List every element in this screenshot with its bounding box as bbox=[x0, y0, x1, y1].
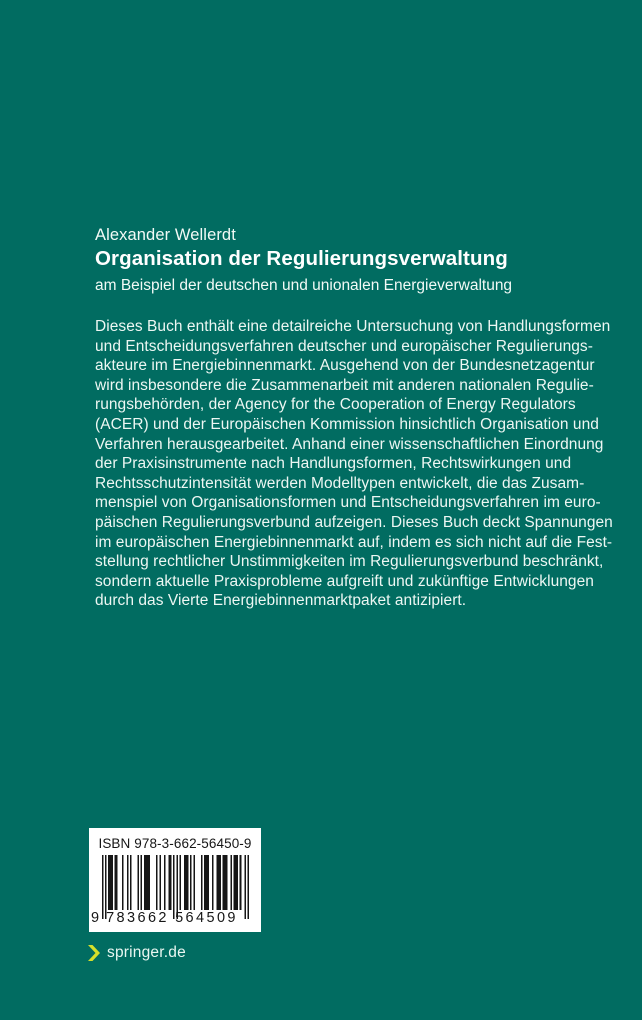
blurb-line: im europäischen Energiebinnenmarkt auf, indem es sich nicht auf die Fest- bbox=[95, 533, 613, 551]
blurb-line: stellung rechtlicher Unstimmigkeiten im Regulierungsverbund beschränkt, bbox=[95, 553, 604, 571]
barcode-digit-lead: 9 bbox=[91, 910, 100, 926]
publisher-url: springer.de bbox=[107, 944, 186, 961]
blurb-line: sondern aktuelle Praxisprobleme aufgreift und zukünftige Entwicklungen bbox=[95, 572, 594, 590]
blurb-line: Rechtsschutzintensität werden Modelltypen entwickelt, die das Zusam- bbox=[95, 474, 585, 492]
blurb-line: und Entscheidungsverfahren deutscher und europäischer Regulierungs- bbox=[95, 337, 593, 355]
blurb-line: akteure im Energiebinnenmarkt. Ausgehend von der Bundesnetzagentur bbox=[95, 357, 595, 375]
blurb-line: rungsbehörden, der Agency for the Cooperation of Energy Regulators bbox=[95, 396, 576, 414]
blurb-line: wird insbesondere die Zusammenarbeit mit anderen nationalen Regulie- bbox=[95, 376, 594, 394]
blurb-line: der Praxisinstrumente nach Handlungsformen, Rechtswirkungen und bbox=[95, 455, 572, 473]
blurb-paragraph bbox=[95, 317, 613, 611]
blurb-line: Verfahren herausgearbeitet. Anhand einer wissenschaftlichen Einordnung bbox=[95, 435, 604, 453]
springer-chevron-icon bbox=[88, 945, 101, 961]
barcode-digit-group2: 564509 bbox=[175, 910, 238, 926]
blurb-line: durch das Vierte Energiebinnenmarktpaket antizipiert. bbox=[95, 592, 467, 610]
isbn-label: ISBN 978-3-662-56450-9 bbox=[98, 836, 252, 851]
blurb-line: päischen Regulierungsverbund aufzeigen. Dieses Buch deckt Spannungen bbox=[95, 513, 613, 531]
blurb-line: (ACER) und der Europäischen Kommission hinsichtlich Organisation und bbox=[95, 415, 599, 433]
blurb-line: menspiel von Organisationsformen und Entscheidungsverfahren im euro- bbox=[95, 494, 601, 512]
book-title: Organisation der Regulierungsverwaltung bbox=[95, 247, 508, 270]
book-subtitle: am Beispiel der deutschen und unionalen Energieverwaltung bbox=[95, 277, 513, 294]
barcode-box bbox=[89, 828, 261, 932]
author-name: Alexander Wellerdt bbox=[95, 226, 236, 244]
barcode-digit-group1: 783662 bbox=[106, 910, 169, 926]
blurb-line: Dieses Buch enthält eine detailreiche Untersuchung von Handlungsformen bbox=[95, 318, 611, 335]
